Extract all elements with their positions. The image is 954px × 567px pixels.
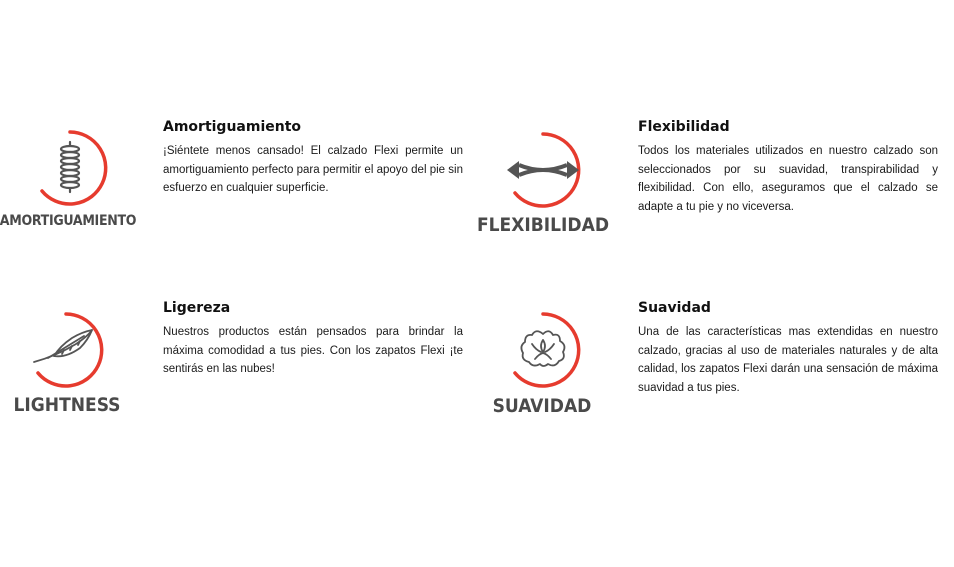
- ligereza-title: Ligereza: [163, 300, 231, 316]
- suavidad-description: Una de las características mas extendidas en nuestro calzado, gracias al uso de materiales naturales y de alta calidad, los zapatos Flexi darán una sensación de máxima suavidad a tus pies.: [638, 326, 938, 394]
- amortiguamiento-title: Amortiguamiento: [163, 119, 302, 135]
- ligereza-caption: LIGHTNESS: [13, 394, 121, 416]
- cotton-icon: [503, 310, 583, 390]
- suavidad-text: [638, 299, 938, 397]
- spring-icon: [30, 128, 110, 208]
- flexibilidad-title: Flexibilidad: [638, 119, 730, 135]
- feather-icon: [26, 310, 106, 390]
- amortiguamiento-caption: AMORTIGUAMIENTO: [0, 213, 137, 229]
- flexibilidad-description: Todos los materiales utilizados en nuestro calzado son seleccionados por su suavidad, transpirabilidad y flexibilidad. Con ello, aseguramos que el calzado se adapte a tu pie y no viceversa.: [638, 145, 938, 213]
- amortiguamiento-description: ¡Siéntete menos cansado! El calzado Flexi permite un amortiguamiento perfecto para permitir el apoyo del pie sin esfuerzo en cualquier superficie.: [163, 145, 463, 194]
- suavidad-title: Suavidad: [638, 300, 711, 316]
- ligereza-description: Nuestros productos están pensados para brindar la máxima comodidad a tus pies. Con los zapatos Flexi ¡te sentirás en las nubes!: [163, 326, 463, 375]
- ligereza-text: [163, 299, 463, 379]
- flexibilidad-text: [638, 118, 938, 216]
- flexibilidad-caption: FLEXIBILIDAD: [476, 214, 610, 236]
- suavidad-caption: SUAVIDAD: [492, 395, 592, 417]
- flex-arrows-icon: [503, 130, 583, 210]
- amortiguamiento-text: [163, 118, 463, 198]
